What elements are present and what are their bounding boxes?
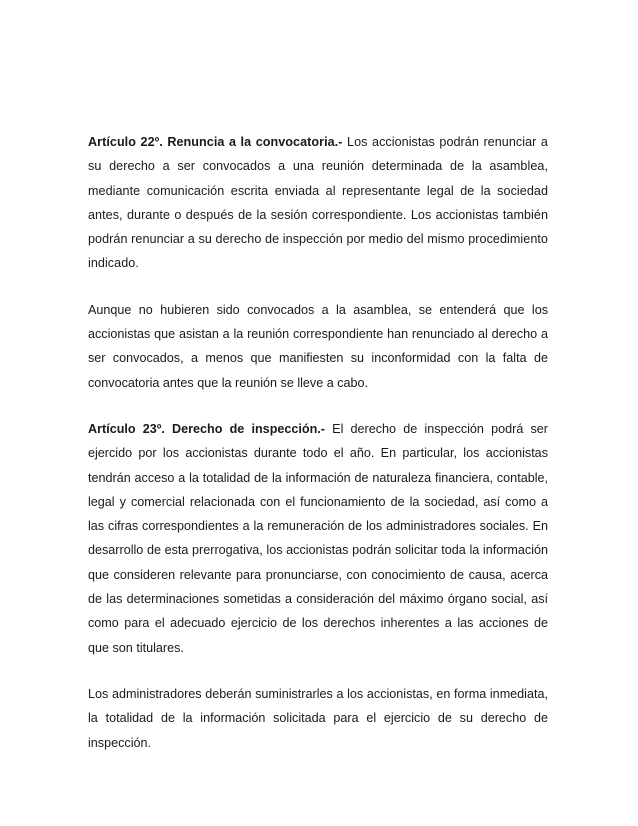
article-23-second-paragraph [88,682,548,755]
document-page [88,130,548,777]
article-22-second-body: Aunque no hubieren sido convocados a la asamblea, se entenderá que los accionistas que asistan a la reunión correspondiente han renunciado al derecho a ser convocados, a menos que manifiesten su inconformidad con la falta de convocatoria antes que la reunión se lleve a cabo. [88,302,548,390]
article-22-body: Los accionistas podrán renunciar a su derecho a ser convocados a una reunión determinada de la asamblea, mediante comunicación escrita enviada al representante legal de la sociedad antes, durante o después de la sesión correspondiente. Los accionistas también podrán renunciar a su derecho de inspección por medio del mismo procedimiento indicado. [88,135,548,271]
article-23-body: El derecho de inspección podrá ser ejercido por los accionistas durante todo el año. En particular, los accionistas tendrán acceso a la totalidad de la información de naturaleza financiera, contable, legal y comercial relacionada con el funcionamiento de la sociedad, así como a las cifras correspondientes a la remuneración de los administradores sociales. En desarrollo de esta prerrogativa, los accionistas podrán solicitar toda la información que consideren relevante para pronunciarse, con conocimiento de causa, acerca de las determinaciones sometidas a consideración del máximo órgano social, así como para el adecuado ejercicio de los derechos inherentes a las acciones de que son titulares. [88,421,548,655]
article-23-second-body: Los administradores deberán suministrarles a los accionistas, en forma inmediata, la totalidad de la información solicitada para el ejercicio de su derecho de inspección. [88,686,548,750]
article-22-heading: Artículo 22º. Renuncia a la convocatoria.- [88,135,343,149]
article-23-paragraph [88,417,548,660]
article-22-paragraph [88,130,548,276]
article-22-second-paragraph [88,298,548,395]
article-23-heading: Artículo 23º. Derecho de inspección.- [88,421,325,436]
